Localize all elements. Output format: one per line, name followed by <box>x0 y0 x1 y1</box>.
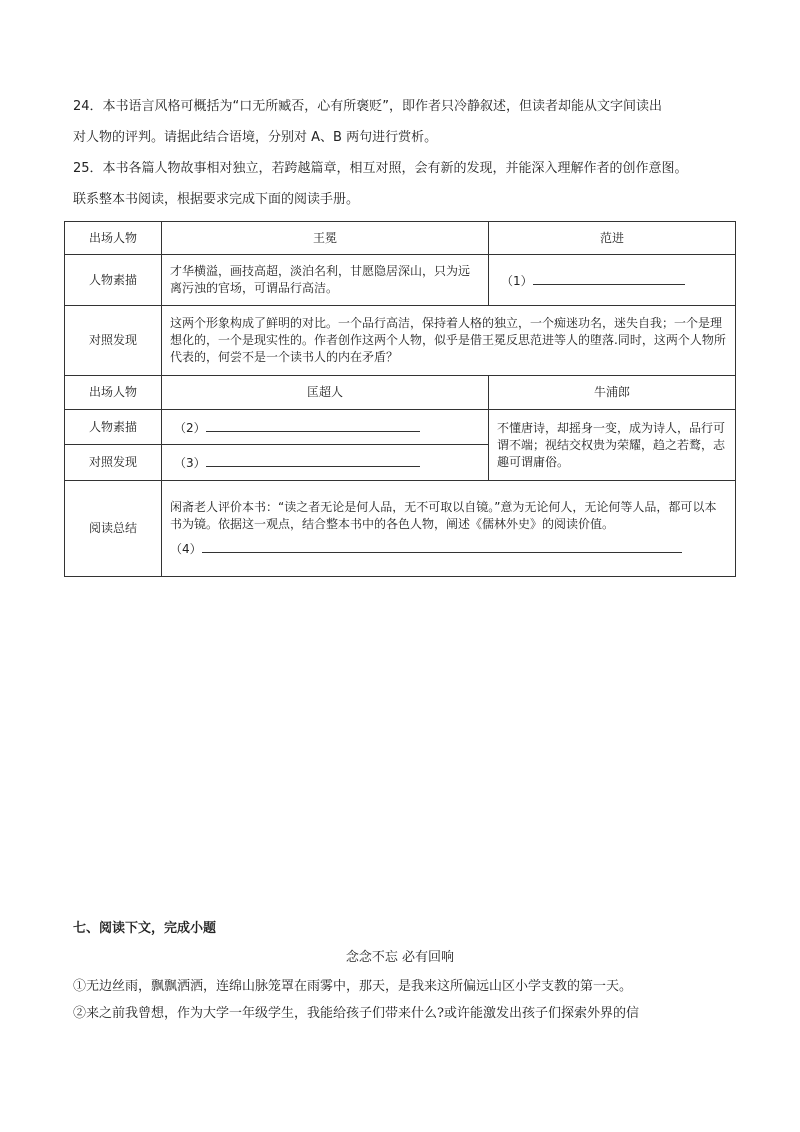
answer-line[interactable] <box>533 271 685 285</box>
blank-number: （1） <box>501 273 533 288</box>
summary-text: 闲斋老人评价本书：“读之者无论是何人品，无不可取以自镜。”意为无论何人，无论何等人品，都可以本书为镜。依据这一观点，结合整本书中的各色人物，阐述《儒林外史》的阅读价值。 <box>170 500 717 531</box>
answer-line[interactable] <box>206 418 420 432</box>
question-24-line-2: 对人物的评判。请据此结合语境，分别对 A、B 两句进行赏析。 <box>73 130 438 145</box>
table-row <box>65 255 736 306</box>
blank-number: （2） <box>174 420 206 435</box>
question-24-line-1: 24．本书语言风格可概括为“口无所臧否，心有所褒贬”，即作者只冷静叙述，但读者却能从文字间读出 <box>73 99 663 114</box>
blank-number: （3） <box>174 456 206 470</box>
niupulang-sketch-cell <box>489 410 736 481</box>
question-25-line-2: 联系整本书阅读，根据要求完成下面的阅读手册。 <box>73 192 360 207</box>
summary-cell <box>162 481 736 577</box>
row-label: 出场人物 <box>65 222 162 255</box>
row-label: 出场人物 <box>65 376 162 410</box>
character-wangmian: 王冕 <box>162 222 489 255</box>
row-label: 对照发现 <box>65 445 162 481</box>
row-label: 阅读总结 <box>65 481 162 577</box>
answer-blank-1-cell[interactable] <box>489 255 736 306</box>
table-row <box>65 306 736 376</box>
wangmian-sketch: 才华横溢，画技高超，淡泊名利，甘愿隐居深山，只为远离污浊的官场，可谓品行高洁。 <box>170 264 471 295</box>
comparison-text: 这两个形象构成了鲜明的对比。一个品行高洁，保持着人格的独立，一个痴迷功名，迷失自我；一个是理想化的，一个是现实性的。作者创作这两个人物，似乎是借王冕反思范进等人的堕落.同时，这两个人物所代表的，何尝不是一个读书人的内在矛盾？ <box>170 316 726 364</box>
table-row <box>65 376 736 410</box>
table-row <box>65 410 736 445</box>
character-niupulang: 牛浦郎 <box>489 376 736 410</box>
character-kuangchaoren: 匡超人 <box>162 376 489 410</box>
article-title: 念念不忘 必有回响 <box>345 950 455 965</box>
answer-line[interactable] <box>202 539 682 553</box>
niupulang-sketch: 不懂唐诗，却摇身一变，成为诗人，品行可谓不端；视结交权贵为荣耀，趋之若鹜，志趣可谓庸俗。 <box>497 420 726 469</box>
blank-number: （4） <box>170 542 202 556</box>
row-label: 对照发现 <box>65 306 162 376</box>
comparison-cell <box>162 306 736 376</box>
table-row <box>65 222 736 255</box>
question-25-line-1: 25．本书各篇人物故事相对独立，若跨越篇章，相互对照，会有新的发现，并能深入理解作者的创作意图。 <box>73 161 688 176</box>
section-heading: 七、阅读下文，完成小题 <box>73 921 217 936</box>
table-row <box>65 481 736 577</box>
paragraph-1: ①无边丝雨，飘飘洒洒，连绵山脉笼罩在雨雾中，那天，是我来这所偏远山区小学支教的第一天。 <box>73 979 633 994</box>
answer-blank-2-cell[interactable] <box>162 410 489 445</box>
wangmian-sketch-cell <box>162 255 489 306</box>
paragraph-2: ②来之前我曾想，作为大学一年级学生，我能给孩子们带来什么?或许能激发出孩子们探索外界的信 <box>73 1006 639 1021</box>
character-fanjin: 范进 <box>489 222 736 255</box>
row-label: 人物素描 <box>65 410 162 445</box>
reading-handbook-table <box>64 221 736 577</box>
row-label: 人物素描 <box>65 255 162 306</box>
answer-line[interactable] <box>206 453 420 467</box>
answer-blank-3-cell[interactable] <box>162 445 489 481</box>
